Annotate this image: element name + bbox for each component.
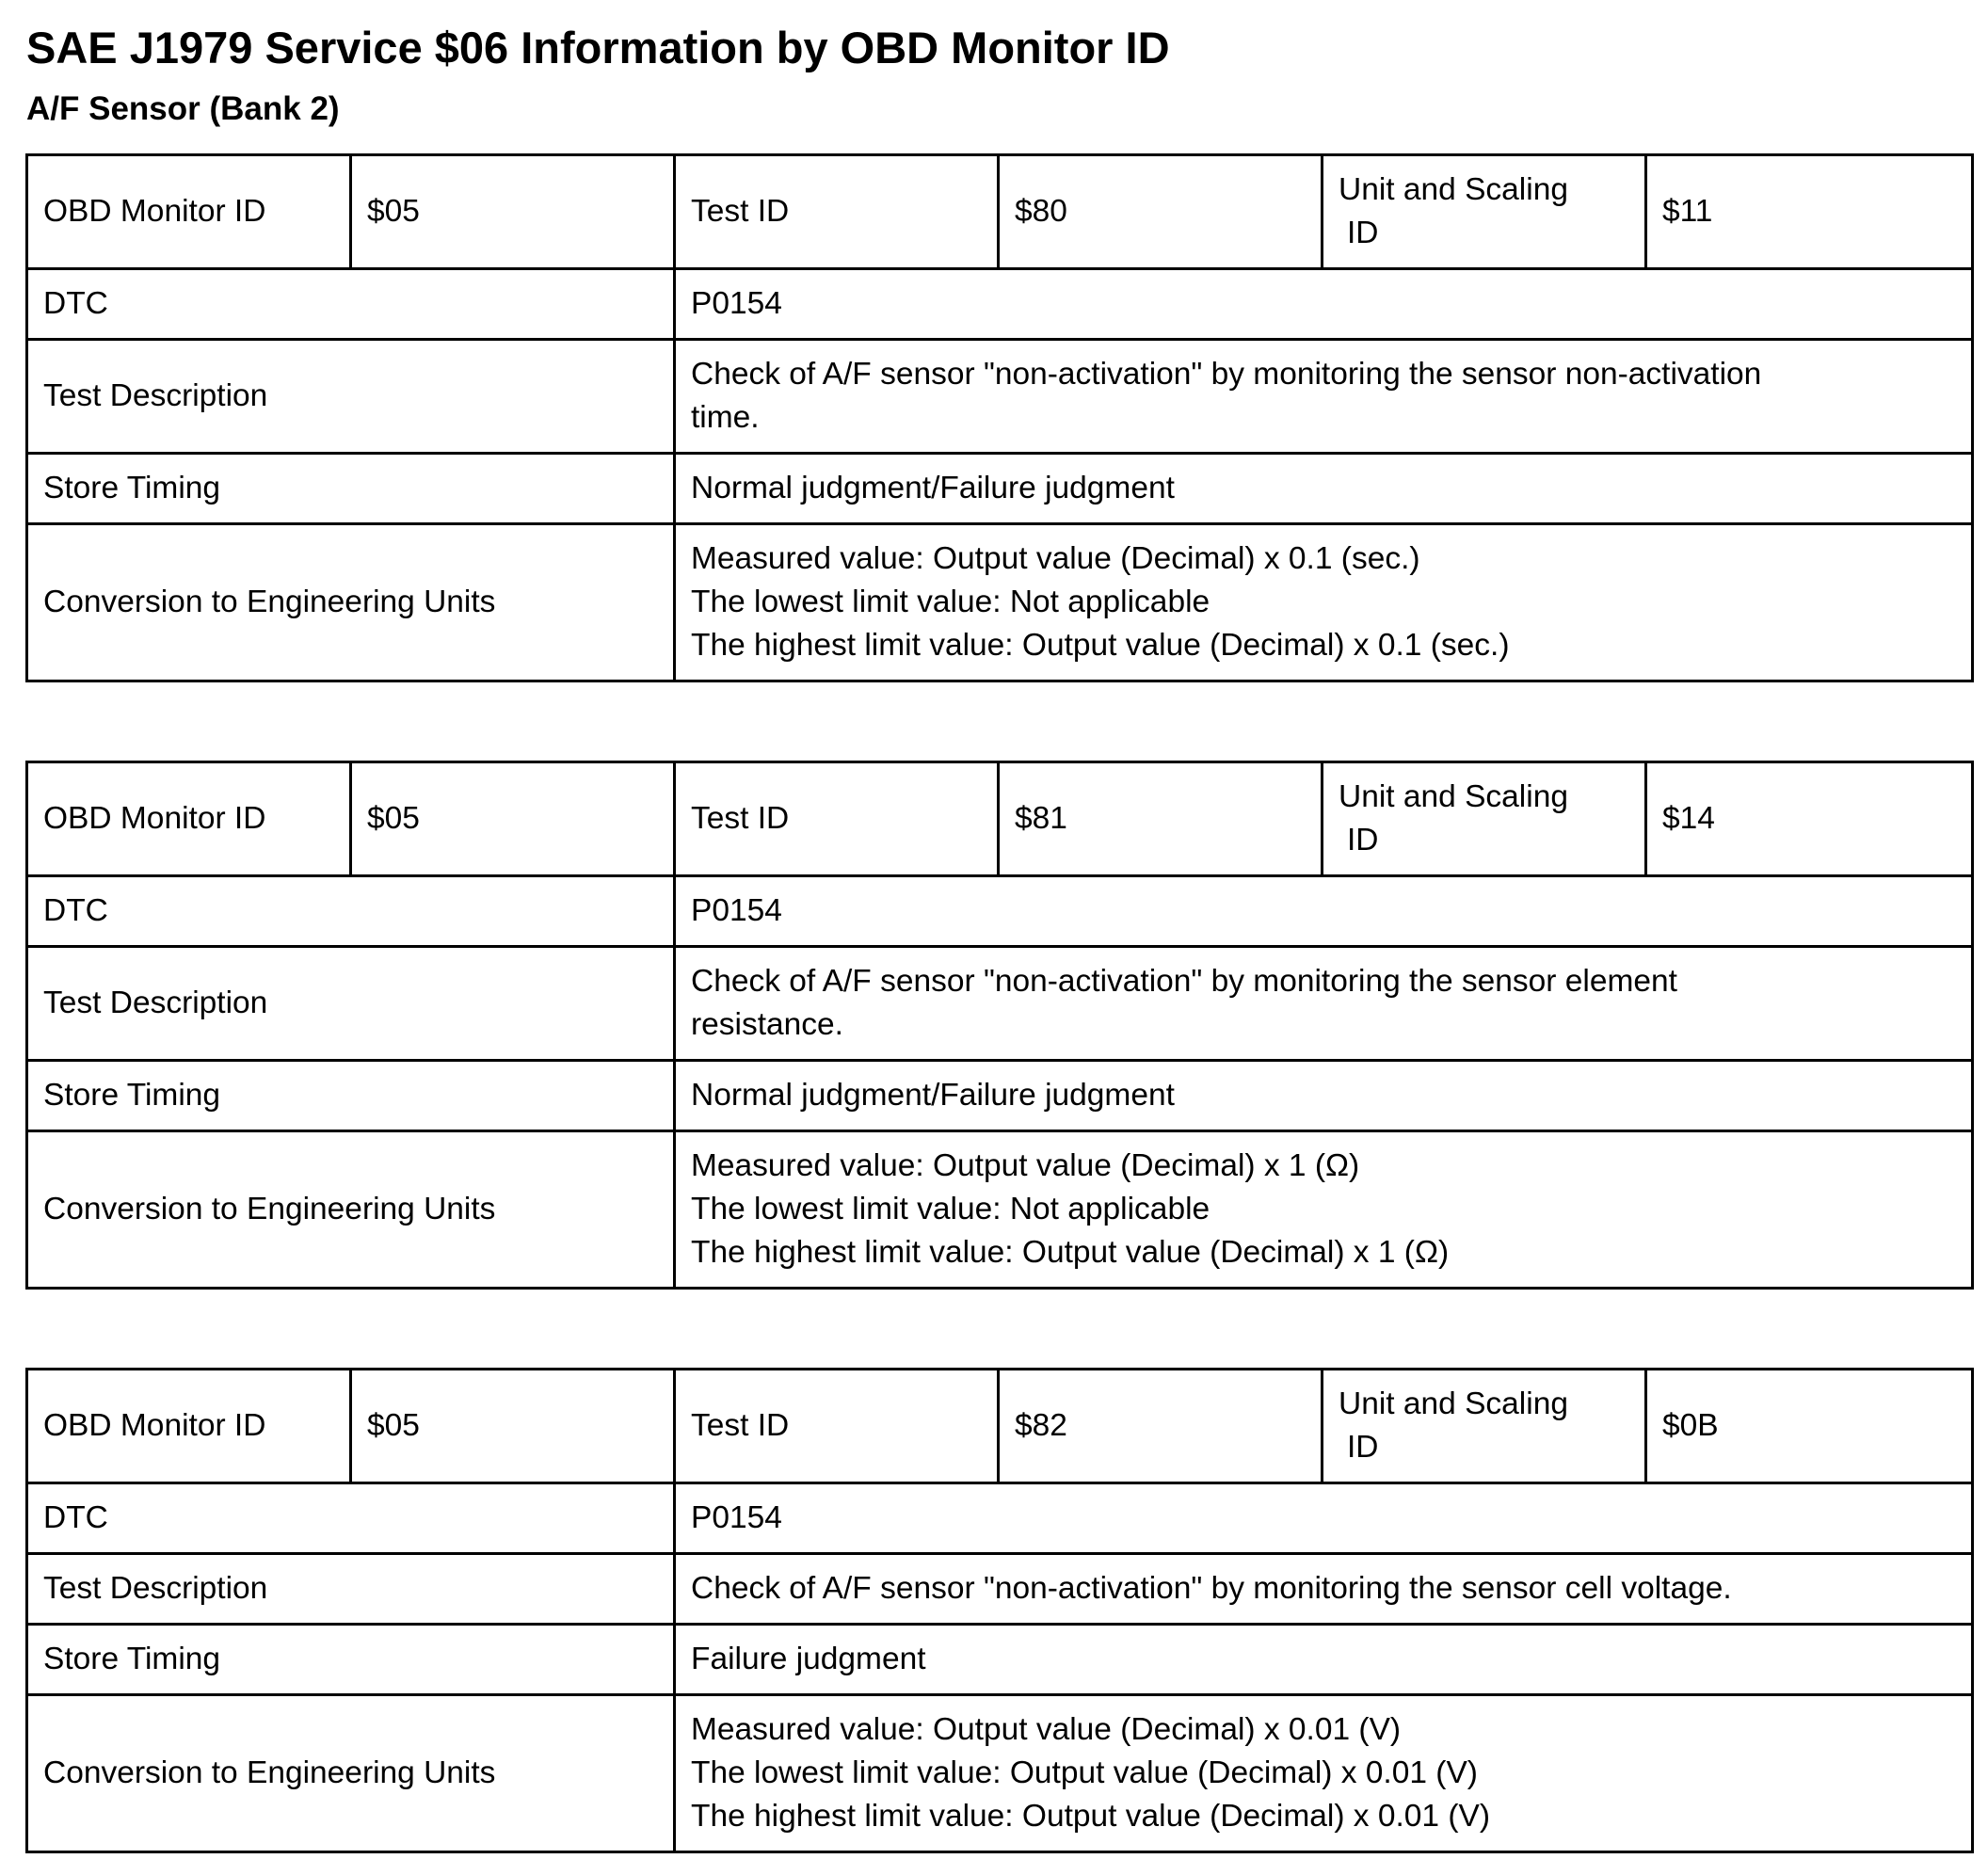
unit-scaling-id-label — [1323, 155, 1646, 269]
test-id-value: $82 — [999, 1370, 1323, 1483]
unit-scaling-id-label-line-1: Unit and Scaling — [1339, 172, 1568, 207]
conversion-line-lowest: The lowest limit value: Output value (Decimal) x 0.01 (V) — [691, 1755, 1478, 1790]
test-description-line: Check of A/F sensor "non-activation" by monitoring the sensor element — [691, 964, 1677, 999]
test-description-line: resistance. — [691, 1007, 843, 1042]
dtc-row — [27, 876, 1973, 947]
obd-monitor-id-label: OBD Monitor ID — [27, 155, 351, 269]
test-description-row — [27, 340, 1973, 454]
conversion-row — [27, 524, 1973, 681]
unit-scaling-id-value: $0B — [1646, 1370, 1973, 1483]
obd-monitor-id-label: OBD Monitor ID — [27, 762, 351, 876]
conversion-value — [675, 524, 1973, 681]
store-timing-value: Normal judgment/Failure judgment — [675, 454, 1973, 524]
store-timing-label: Store Timing — [27, 454, 675, 524]
conversion-line-measured: Measured value: Output value (Decimal) x 0.1 (sec.) — [691, 541, 1420, 576]
header-row — [27, 762, 1973, 876]
test-id-label: Test ID — [675, 762, 999, 876]
conversion-line-highest: The highest limit value: Output value (Decimal) x 0.01 (V) — [691, 1799, 1491, 1834]
test-description-line: Check of A/F sensor "non-activation" by monitoring the sensor cell voltage. — [691, 1571, 1732, 1606]
dtc-row — [27, 1483, 1973, 1554]
test-description-row — [27, 1554, 1973, 1625]
test-description-line: Check of A/F sensor "non-activation" by monitoring the sensor non-activation — [691, 357, 1762, 392]
page-subtitle: A/F Sensor (Bank 2) — [26, 90, 340, 127]
obd-monitor-id-value: $05 — [351, 155, 675, 269]
obd-monitor-id-label: OBD Monitor ID — [27, 1370, 351, 1483]
conversion-label: Conversion to Engineering Units — [27, 1131, 675, 1289]
test-description-label: Test Description — [27, 1554, 675, 1625]
test-description-line: time. — [691, 400, 760, 435]
store-timing-value: Normal judgment/Failure judgment — [675, 1061, 1973, 1131]
store-timing-row — [27, 1625, 1973, 1695]
store-timing-value: Failure judgment — [675, 1625, 1973, 1695]
dtc-value: P0154 — [675, 876, 1973, 947]
test-id-value: $80 — [999, 155, 1323, 269]
store-timing-row — [27, 454, 1973, 524]
dtc-label: DTC — [27, 876, 675, 947]
dtc-value: P0154 — [675, 1483, 1973, 1554]
dtc-label: DTC — [27, 1483, 675, 1554]
test-description-value — [675, 340, 1973, 454]
conversion-row — [27, 1131, 1973, 1289]
test-description-label: Test Description — [27, 340, 675, 454]
unit-scaling-id-label — [1323, 762, 1646, 876]
unit-scaling-id-label-line-2: ID — [1347, 1430, 1379, 1465]
store-timing-row — [27, 1061, 1973, 1131]
monitor-table-3 — [25, 1368, 1974, 1853]
conversion-line-lowest: The lowest limit value: Not applicable — [691, 585, 1210, 619]
unit-scaling-id-label — [1323, 1370, 1646, 1483]
conversion-value — [675, 1695, 1973, 1852]
unit-scaling-id-value: $11 — [1646, 155, 1973, 269]
page-title: SAE J1979 Service $06 Information by OBD Monitor ID — [26, 23, 1170, 72]
test-description-value — [675, 947, 1973, 1061]
test-id-label: Test ID — [675, 1370, 999, 1483]
conversion-line-lowest: The lowest limit value: Not applicable — [691, 1192, 1210, 1226]
unit-scaling-id-label-line-1: Unit and Scaling — [1339, 1386, 1568, 1421]
conversion-label: Conversion to Engineering Units — [27, 524, 675, 681]
test-id-label: Test ID — [675, 155, 999, 269]
test-description-row — [27, 947, 1973, 1061]
conversion-row — [27, 1695, 1973, 1852]
store-timing-label: Store Timing — [27, 1625, 675, 1695]
unit-scaling-id-label-line-1: Unit and Scaling — [1339, 779, 1568, 814]
test-description-label: Test Description — [27, 947, 675, 1061]
dtc-label: DTC — [27, 269, 675, 340]
conversion-line-measured: Measured value: Output value (Decimal) x 1 (Ω) — [691, 1148, 1360, 1183]
header-row — [27, 155, 1973, 269]
conversion-value — [675, 1131, 1973, 1289]
monitor-table-2 — [25, 761, 1974, 1290]
test-id-value: $81 — [999, 762, 1323, 876]
conversion-line-highest: The highest limit value: Output value (Decimal) x 0.1 (sec.) — [691, 628, 1510, 663]
test-description-value — [675, 1554, 1973, 1625]
store-timing-label: Store Timing — [27, 1061, 675, 1131]
dtc-row — [27, 269, 1973, 340]
conversion-line-highest: The highest limit value: Output value (Decimal) x 1 (Ω) — [691, 1235, 1450, 1270]
monitor-table-1 — [25, 153, 1974, 682]
conversion-line-measured: Measured value: Output value (Decimal) x 0.01 (V) — [691, 1712, 1402, 1747]
conversion-label: Conversion to Engineering Units — [27, 1695, 675, 1852]
dtc-value: P0154 — [675, 269, 1973, 340]
obd-monitor-id-value: $05 — [351, 762, 675, 876]
unit-scaling-id-label-line-2: ID — [1347, 216, 1379, 250]
header-row — [27, 1370, 1973, 1483]
obd-monitor-id-value: $05 — [351, 1370, 675, 1483]
unit-scaling-id-label-line-2: ID — [1347, 823, 1379, 857]
unit-scaling-id-value: $14 — [1646, 762, 1973, 876]
